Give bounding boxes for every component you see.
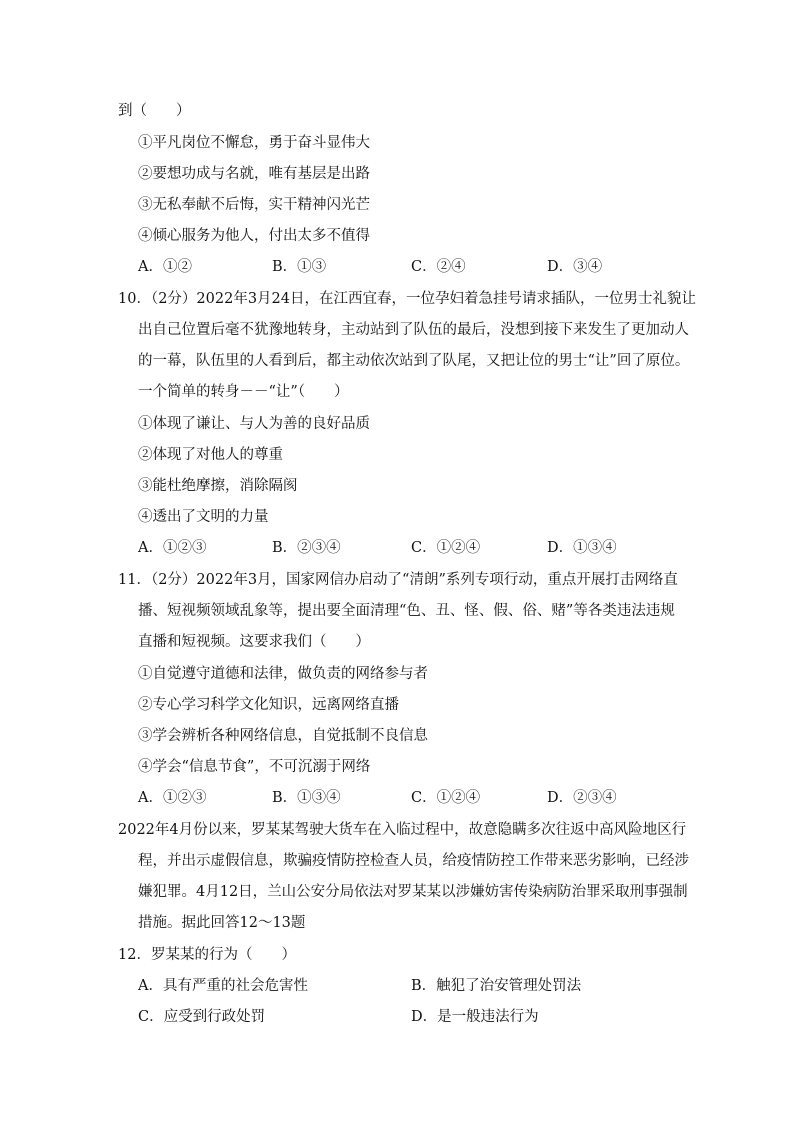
- q11-option-d: D．②③④: [547, 790, 617, 806]
- q10-stem-line-1: 10．（2分）2022年3月24日，在江西宜春，一位孕妇着急挂号请求插队，一位男士礼貌让: [118, 291, 697, 307]
- q9-statement-2: ②要想功成与名就，唯有基层是出路: [138, 166, 370, 182]
- material-line-2: 程，并出示虚假信息，欺骗疫情防控检查人员，给疫情防控工作带来恶劣影响，已经涉: [138, 853, 689, 869]
- q12-stem: 12．罗某某的行为（ ）: [118, 947, 296, 963]
- q10-stem-line-3: 的一幕，队伍里的人看到后，都主动依次站到了队尾，又把让位的男士“让”回了原位。: [138, 353, 690, 369]
- q9-statement-1: ①平凡岗位不懈怠，勇于奋斗显伟大: [138, 135, 370, 151]
- q11-option-c: C．①②④: [411, 790, 481, 806]
- q12-option-b: B．触犯了治安管理处罚法: [411, 978, 582, 994]
- q9-stem-tail: 到（ ）: [118, 103, 191, 119]
- q11-statement-4: ④学会“信息节食”，不可沉溺于网络: [138, 759, 371, 775]
- q10-statement-1: ①体现了谦让、与人为善的良好品质: [138, 416, 370, 432]
- q12-option-d: D．是一般违法行为: [411, 1009, 539, 1025]
- q9-statement-4: ④倾心服务为他人，付出太多不值得: [138, 228, 370, 244]
- q10-statement-2: ②体现了对他人的尊重: [138, 447, 283, 463]
- q12-option-c: C．应受到行政处罚: [138, 1009, 266, 1025]
- q9-option-c: C．②④: [411, 259, 466, 275]
- q11-statement-1: ①自觉遵守道德和法律，做负责的网络参与者: [138, 666, 428, 682]
- q11-stem-line-2: 播、短视频领域乱象等，提出要全面清理“色、丑、怪、假、俗、赌”等各类违法违规: [138, 603, 675, 619]
- q11-statement-3: ③学会辨析各种网络信息，自觉抵制不良信息: [138, 728, 428, 744]
- q10-option-c: C．①②④: [411, 540, 481, 556]
- q10-stem-line-4: 一个简单的转身－－“让”（ ）: [138, 384, 349, 400]
- q9-option-d: D．③④: [547, 259, 603, 275]
- q11-stem-line-3: 直播和短视频。这要求我们（ ）: [138, 634, 370, 650]
- q10-option-b: B．②③④: [272, 540, 341, 556]
- q10-stem-line-2: 出自己位置后毫不犹豫地转身，主动站到了队伍的最后，没想到接下来发生了更加动人: [138, 322, 689, 338]
- q11-option-a: A．①②③: [138, 790, 207, 806]
- q9-option-b: B．①③: [272, 259, 327, 275]
- q9-statement-3: ③无私奉献不后悔，实干精神闪光芒: [138, 197, 370, 213]
- q10-statement-4: ④透出了文明的力量: [138, 509, 269, 525]
- material-line-1: 2022年4月份以来，罗某某驾驶大货车在入临过程中，故意隐瞒多次往返中高风险地区行: [118, 822, 687, 838]
- q11-stem-line-1: 11．（2分）2022年3月，国家网信办启动了“清朗”系列专项行动，重点开展打击网络直: [118, 572, 678, 588]
- q10-option-a: A．①②③: [138, 540, 207, 556]
- material-line-3: 嫌犯罪。4月12日，兰山公安分局依法对罗某某以涉嫌妨害传染病防治罪采取刑事强制: [138, 884, 688, 900]
- q10-option-d: D．①③④: [547, 540, 617, 556]
- q11-option-b: B．①③④: [272, 790, 341, 806]
- q9-option-a: A．①②: [138, 259, 192, 275]
- q11-statement-2: ②专心学习科学文化知识，远离网络直播: [138, 697, 399, 713]
- q10-statement-3: ③能杜绝摩擦，消除隔阂: [138, 478, 298, 494]
- q12-option-a: A．具有严重的社会危害性: [138, 978, 308, 994]
- material-line-4: 措施。据此回答12～13题: [138, 915, 306, 931]
